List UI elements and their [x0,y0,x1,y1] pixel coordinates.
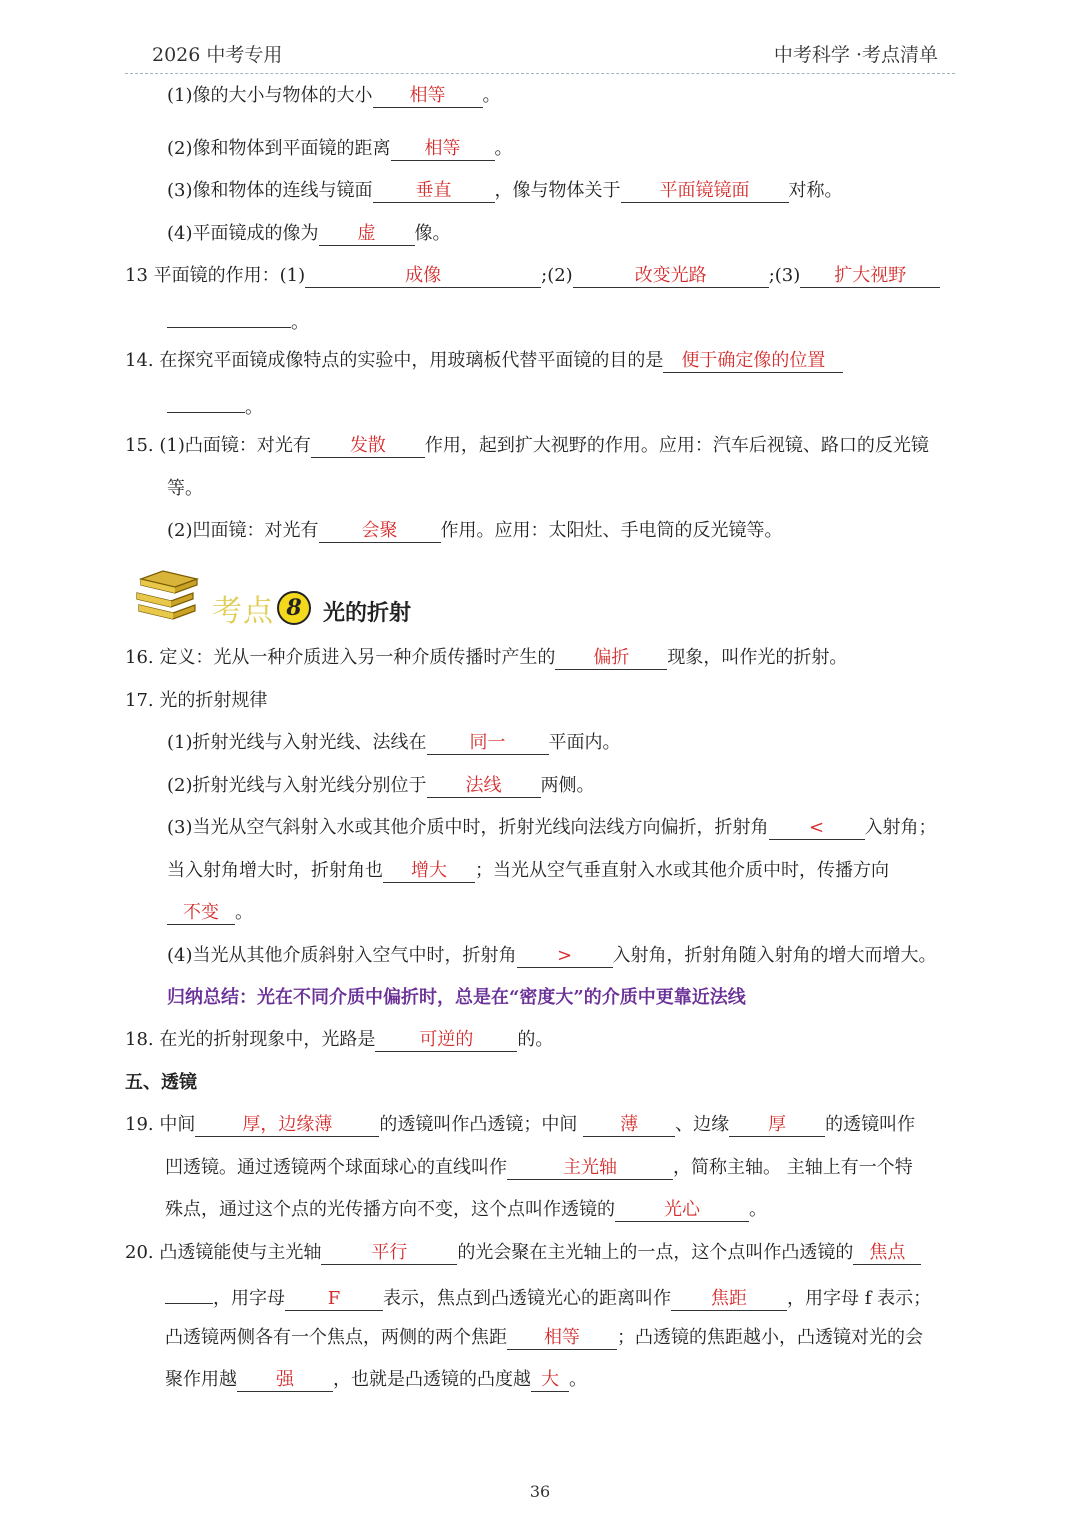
text: ，也就是凸透镜的凸度越 [333,1369,531,1390]
text: 18. 在光的折射现象中，光路是 [125,1029,376,1050]
text: 像。 [414,223,451,244]
q19-continuation-2 [165,1198,767,1222]
answer-blank: 成像 [305,265,541,288]
refraction-rule-4 [167,944,937,968]
line-image-line [167,179,843,203]
line-image-size [167,84,501,108]
text: (4)当光从其他介质斜射入空气中时，折射角 [167,945,517,966]
text: 入射角，折射角随入射角的增大而增大。 [612,945,937,966]
q17-line [125,689,267,713]
text: 19. 中间 [125,1114,196,1135]
answer-blank [167,392,245,413]
text: (2)折射光线与入射光线分别位于 [167,775,427,796]
answer-blank: 焦点 [853,1242,921,1265]
refraction-rule-3-cont [167,859,889,883]
text: 17. 光的折射规律 [125,690,268,711]
answer-blank: < [769,817,865,840]
text: 16. 定义：光从一种介质进入另一种介质传播时产生的 [125,647,556,668]
text: 。 [494,138,513,159]
answer-blank: 发散 [311,435,425,458]
answer-blank: 不变 [167,902,235,925]
text: ;(2) [541,265,573,286]
summary-note: 归纳总结：光在不同介质中偏折时，总是在“密度大”的介质中更靠近法线 [167,987,746,1008]
answer-blank: 主光轴 [507,1157,673,1180]
q20-continuation-2 [165,1326,923,1350]
text: 。 [482,85,501,106]
line-image-distance [167,137,513,161]
text: 14. 在探究平面镜成像特点的实验中，用玻璃板代替平面镜的目的是 [125,350,664,371]
answer-blank: 会聚 [319,520,441,543]
text: ，用字母 f 表示； [787,1288,932,1309]
text: (2)像和物体到平面镜的距离 [167,138,391,159]
text: 作用。应用：太阳灶、手电筒的反光镜等。 [440,520,783,541]
answer-blank: 强 [237,1369,333,1392]
answer-blank: 相等 [373,85,483,108]
q16-line [125,646,847,670]
answer-blank: 增大 [383,860,475,883]
page-number: 36 [529,1482,551,1501]
answer-blank: 法线 [427,775,541,798]
answer-blank: 焦距 [671,1288,787,1311]
q19-line [125,1113,915,1137]
answer-blank [165,1283,213,1304]
q15-concave-mirror [167,519,783,543]
section-title: 光的折射 [323,600,412,626]
answer-blank: 可逆的 [375,1029,517,1052]
refraction-rule-2 [167,774,595,798]
text: 平面内。 [548,732,621,753]
text: 两侧。 [540,775,595,796]
header-divider [125,73,955,74]
text: 表示，焦点到凸透镜光心的距离叫作 [383,1288,671,1309]
answer-blank: 垂直 [373,180,495,203]
answer-blank: 平行 [321,1242,457,1265]
q14-continuation [167,392,263,420]
text: (1)折射光线与入射光线、法线在 [167,732,427,753]
q19-continuation [165,1156,913,1180]
q20-line [125,1241,921,1265]
text: ，用字母 [213,1288,285,1309]
text: 聚作用越 [165,1369,237,1390]
text: ，像与物体关于 [494,180,621,201]
text: (2)凹面镜：对光有 [167,520,319,541]
q18-line [125,1028,553,1052]
text: 殊点，通过这个点的光传播方向不变，这个点叫作透镜的 [165,1199,615,1220]
answer-blank [167,307,291,328]
books-icon [133,565,201,621]
section-number-badge: 8 [277,591,311,625]
text: ，简称主轴。 主轴上有一个特 [673,1157,913,1178]
text: 的透镜叫作 [825,1114,916,1135]
text: 13 平面镜的作用：(1) [125,265,306,286]
answer-blank: 厚 [729,1114,825,1137]
q15-continuation [167,477,203,501]
header-right: 中考科学 ·考点清单 [773,44,938,66]
text: 对称。 [788,180,843,201]
answer-blank: 厚，边缘薄 [195,1114,379,1137]
text: (4)平面镜成的像为 [167,223,319,244]
kaodian-label: 考点 [212,594,274,629]
line-virtual-image [167,222,451,246]
text: 的光会聚在主光轴上的一点，这个点叫作凸透镜的 [457,1242,854,1263]
q14-line [125,349,843,373]
answer-blank: 虚 [319,223,415,246]
answer-blank: 扩大视野 [800,265,940,288]
text: 的。 [517,1029,554,1050]
refraction-rule-3 [167,816,937,840]
text: 入射角； [864,817,937,838]
text: 的透镜叫作凸透镜；中间 [379,1114,584,1135]
answer-blank: 偏折 [555,647,667,670]
text: 、边缘 [675,1114,730,1135]
answer-blank: F [285,1288,383,1311]
answer-blank: 改变光路 [573,265,769,288]
text: 等。 [167,478,203,499]
text: ；凸透镜的焦距越小，凸透镜对光的会 [617,1327,923,1348]
answer-blank: 平面镜镜面 [621,180,789,203]
text: 凸透镜两侧各有一个焦点，两侧的两个焦距 [165,1327,507,1348]
q15-line [125,434,929,458]
text: 。 [569,1369,587,1390]
text: 。 [291,312,309,333]
text: 15. (1)凸面镜：对光有 [125,435,311,456]
text: 。 [245,397,263,418]
text: 。 [749,1199,767,1220]
header-left: 2026 中考专用 [152,44,283,66]
text: 现象，叫作光的折射。 [667,647,848,668]
refraction-rule-3-cont2 [167,901,253,925]
q13-line [125,264,940,288]
text: ;(3) [768,265,801,286]
text: (1)像的大小与物体的大小 [167,85,373,106]
answer-blank: > [517,945,613,968]
answer-blank: 相等 [391,138,495,161]
answer-blank: 便于确定像的位置 [663,350,843,373]
answer-blank: 光心 [615,1199,749,1222]
text: 。 [235,902,253,923]
section-heading-lens: 五、透镜 [125,1072,197,1093]
q13-continuation [167,307,309,335]
q20-continuation-3 [165,1368,587,1392]
refraction-rule-1 [167,731,621,755]
text: (3)像和物体的连线与镜面 [167,180,373,201]
answer-blank: 大 [531,1369,569,1392]
text: 20. 凸透镜能使与主光轴 [125,1242,322,1263]
answer-blank: 薄 [583,1114,675,1137]
text: 作用，起到扩大视野的作用。应用：汽车后视镜、路口的反光镜 [424,435,929,456]
text: (3)当光从空气斜射入水或其他介质中时，折射光线向法线方向偏折，折射角 [167,817,769,838]
answer-blank: 同一 [427,732,549,755]
q20-continuation [165,1283,931,1311]
answer-blank: 相等 [507,1327,617,1350]
text: 当入射角增大时，折射角也 [167,860,383,881]
text: 凹透镜。通过透镜两个球面球心的直线叫作 [165,1157,507,1178]
text: ；当光从空气垂直射入水或其他介质中时，传播方向 [475,860,889,881]
